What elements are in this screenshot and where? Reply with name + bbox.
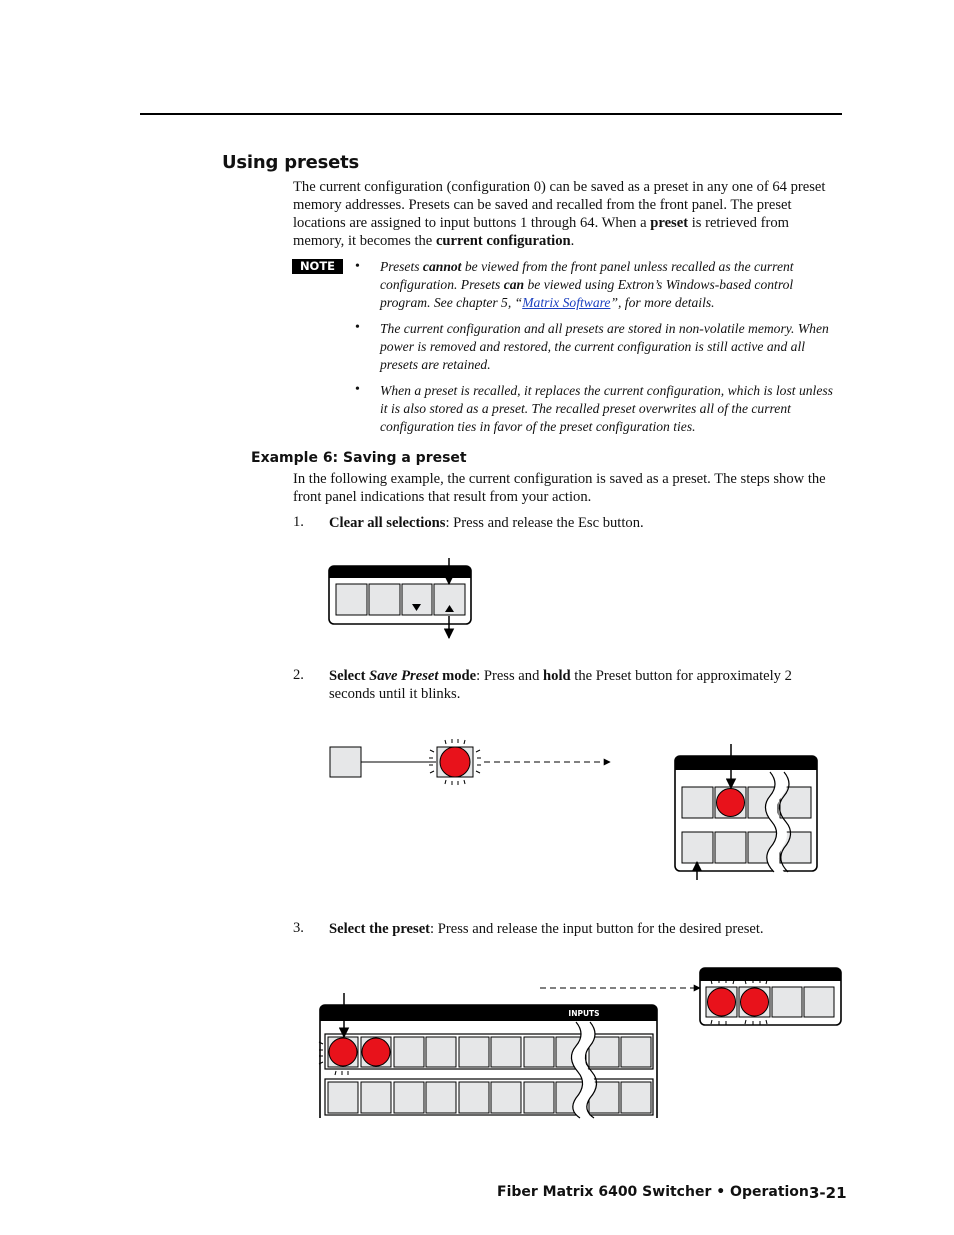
down-button xyxy=(402,584,432,615)
example-heading: Example 6: Saving a preset xyxy=(251,450,467,466)
panel-button xyxy=(369,584,400,615)
page-number: 3-21 xyxy=(809,1184,847,1202)
note-item-3: When a preset is recalled, it replaces the current configuration, which is lost unless it is also stored as a preset. The recalled preset overwrites all of the current configuration ties in favor of the preset configuration ties. xyxy=(380,383,833,434)
step-2-text: Select Save Preset mode: Press and hold the Preset button for approximately 2 seconds until it blinks. xyxy=(329,668,792,702)
note-bullet-3: • xyxy=(355,382,360,397)
section-heading: Using presets xyxy=(222,152,360,173)
diagram-select-preset xyxy=(319,968,841,1118)
intro-paragraph: The current configuration (configuration 0) can be saved as a preset in any one of 64 preset memory addresses. Presets can be saved and recalled from the front panel. The preset locations are assigned to input buttons 1 through 64. When a preset is retrieved from memory, it becomes the current configuration. xyxy=(293,179,826,249)
note-item-2: The current configuration and all presets are stored in non-volatile memory. When power is removed and restored, the current configuration is still active and all presets are retained. xyxy=(380,321,829,372)
blinking-button xyxy=(429,739,481,785)
step-1-text: Clear all selections: Press and release the Esc button. xyxy=(329,515,644,531)
note-badge: NOTE xyxy=(292,259,343,274)
example-intro: In the following example, the current configuration is saved as a preset. The steps show the front panel indications that result from your action. xyxy=(293,471,826,505)
inputs-label: INPUTS xyxy=(568,1009,600,1018)
step-3-number: 3. xyxy=(293,920,304,936)
preset-button xyxy=(330,747,361,777)
note-item-1: Presets cannot be viewed from the front panel unless recalled as the current configuration. Presets can be viewed using Extron’s Windows-based control program. See chapter 5, “Matrix Software”, for more details. xyxy=(380,259,794,310)
diagram-esc-panel xyxy=(329,558,471,638)
footer-title: Fiber Matrix 6400 Switcher • Operation xyxy=(497,1184,809,1200)
step-1-number: 1. xyxy=(293,514,304,530)
step-2-number: 2. xyxy=(293,667,304,683)
panel-button xyxy=(336,584,367,615)
diagram-preset-hold xyxy=(330,739,817,880)
note-bullet-1: • xyxy=(355,259,360,274)
step-3-text: Select the preset: Press and release the input button for the desired preset. xyxy=(329,921,764,937)
matrix-software-link[interactable]: Matrix Software xyxy=(522,295,611,310)
note-bullet-2: • xyxy=(355,320,360,335)
